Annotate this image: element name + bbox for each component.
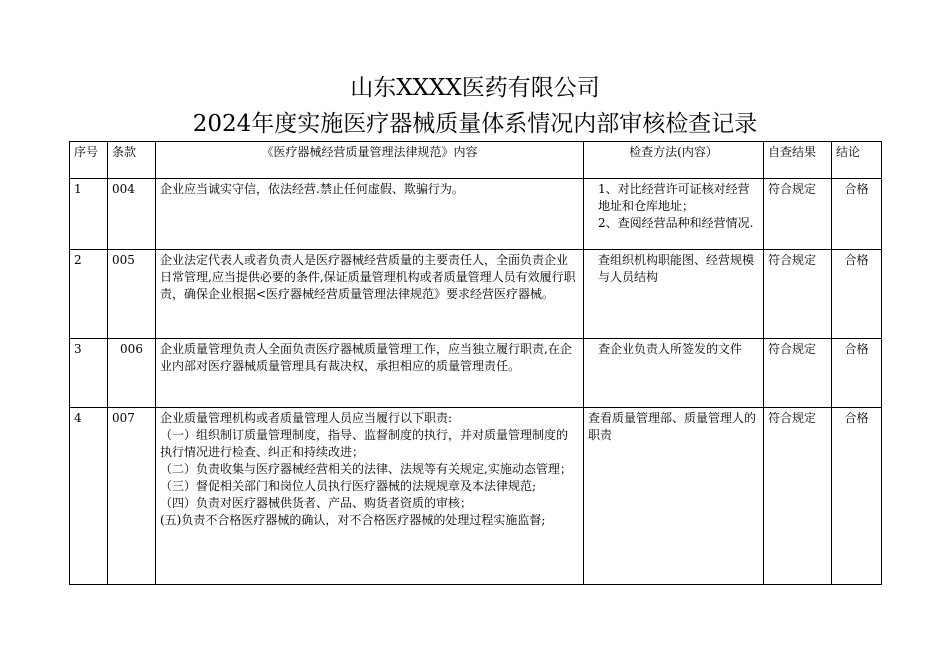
column-header-content: 《医疗器械经营质量管理法律规范》内容 [156,142,584,179]
content-line: 企业质量管理机构或者质量管理人员应当履行以下职责: [160,411,453,425]
table-row [70,408,882,585]
cell-content [156,408,584,585]
cell-method [584,179,764,250]
cell-clause: 005 [108,250,156,339]
method-line: 1、对比经营许可证核对经营地址和仓库地址； [598,182,750,213]
table-row [70,339,882,408]
method-line: 2、查阅经营品种和经营情况. [598,216,754,230]
content-line: （四）负责对医疗器械供货者、产品、购货者资质的审核； [160,496,473,510]
cell-method [584,250,764,339]
cell-result: 符合规定 [764,339,832,408]
cell-conclusion: 合格 [832,250,882,339]
cell-content [156,250,584,339]
cell-clause: 004 [108,179,156,250]
content-line: 企业法定代表人或者负责人是医疗器械经营质量的主要责任人，全面负责企业日常管理,应当提供必要的条件,保证质量管理机构或者质量管理人员有效履行职责，确保企业根据<医疗器械经营质量管理法律规范》要求经营医疗器械。 [160,253,576,301]
table-header-row [70,142,882,179]
cell-clause: 006 [108,339,156,408]
content-line: 企业质量管理负责人全面负责医疗器械质量管理工作，应当独立履行职责,在企业内部对医疗器械质量管理具有裁决权，承担相应的质量管理责任。 [160,342,572,373]
cell-content [156,339,584,408]
cell-method [584,339,764,408]
content-line: （一）组织制订质量管理制度，指导、监督制度的执行，并对质量管理制度的执行情况进行检查、纠正和持续改进； [160,428,569,459]
cell-no: 3 [70,339,108,408]
cell-no: 4 [70,408,108,585]
column-header-method: 检查方法(内容） [584,142,764,179]
audit-record-table [69,141,882,585]
column-header-no: 序号 [70,142,108,179]
cell-conclusion: 合格 [832,179,882,250]
cell-content [156,179,584,250]
content-line: （三）督促相关部门和岗位人员执行医疗器械的法规规章及本法律规范; [160,479,537,493]
cell-conclusion: 合格 [832,339,882,408]
cell-method [584,408,764,585]
table-row [70,250,882,339]
cell-result: 符合规定 [764,250,832,339]
method-line: 查企业负责人所签发的文件 [598,342,743,356]
cell-result: 符合规定 [764,408,832,585]
method-line: 查组织机构职能图、经营规模与人员结构 [598,253,755,284]
cell-result: 符合规定 [764,179,832,250]
document-title: 2024年度实施医疗器械质量体系情况内部审核检查记录 [192,111,758,137]
column-header-conclusion: 结论 [832,142,882,179]
method-line: 查看质量管理部、质量管理人的职责 [588,411,757,442]
content-line: （二）负责收集与医疗器械经营相关的法律、法规等有关规定,实施动态管理； [160,462,572,476]
cell-conclusion: 合格 [832,408,882,585]
cell-no: 2 [70,250,108,339]
column-header-result: 自查结果 [764,142,832,179]
company-title: 山东XXXX医药有限公司 [350,75,600,101]
content-line: 企业应当诚实守信，依法经营.禁止任何虚假、欺骗行为。 [160,182,464,196]
content-line: (五)负责不合格医疗器械的确认，对不合格医疗器械的处理过程实施监督; [160,513,546,527]
cell-clause: 007 [108,408,156,585]
cell-no: 1 [70,179,108,250]
table-row [70,179,882,250]
column-header-clause: 条款 [108,142,156,179]
